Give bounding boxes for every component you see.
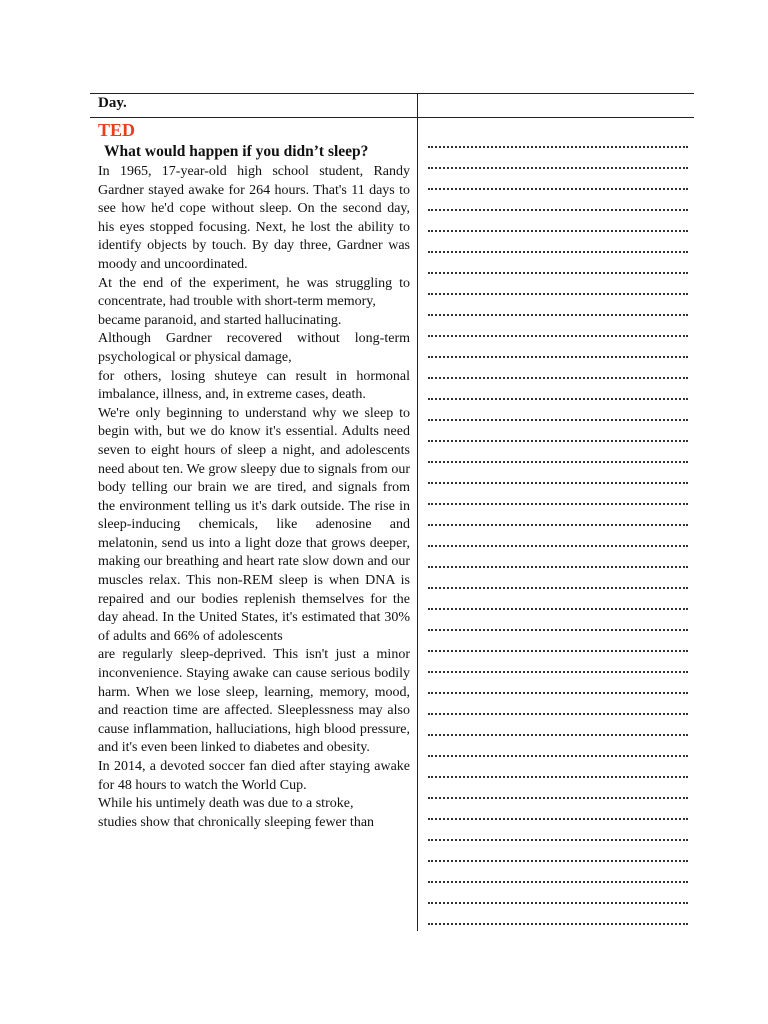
note-line: [428, 650, 688, 652]
note-line: [428, 797, 688, 799]
note-line: [428, 566, 688, 568]
note-line: [428, 524, 688, 526]
note-line: [428, 608, 688, 610]
article-paragraph: for others, losing shuteye can result in hormonal imbalance, illness, and, in extreme cases, death.: [98, 368, 410, 403]
note-line: [428, 923, 688, 925]
note-line: [428, 755, 688, 757]
article-paragraph: became paranoid, and started hallucinating.: [98, 312, 342, 328]
note-line: [428, 839, 688, 841]
note-line: [428, 419, 688, 421]
article-column: [98, 119, 410, 832]
note-line: [428, 482, 688, 484]
note-line: [428, 356, 688, 358]
article-paragraph: While his untimely death was due to a stroke,: [98, 796, 354, 812]
note-line: [428, 272, 688, 274]
article-paragraph: are regularly sleep-deprived. This isn't just a minor inconvenience. Staying awake can cause serious bodily harm. When we lose sleep, learning, memory, mood, and reaction time are affected. Sleeplessness may also cause inflammation, halluciations, high blood pressure, and it's even been linked to diabetes and obesity.: [98, 647, 410, 756]
note-line: [428, 293, 688, 295]
note-line: [428, 167, 688, 169]
note-line: [428, 902, 688, 904]
day-label: Day.: [98, 95, 127, 111]
note-line: [428, 314, 688, 316]
table-header-border: [90, 117, 694, 118]
note-line: [428, 629, 688, 631]
column-divider: [417, 93, 418, 931]
note-line: [428, 188, 688, 190]
note-line: [428, 776, 688, 778]
note-line: [428, 587, 688, 589]
article-paragraph: At the end of the experiment, he was struggling to concentrate, had trouble with short-term memory,: [98, 275, 410, 310]
notes-column: [428, 146, 690, 944]
note-line: [428, 209, 688, 211]
note-line: [428, 503, 688, 505]
note-line: [428, 398, 688, 400]
article-paragraph: studies show that chronically sleeping fewer than: [98, 814, 375, 830]
worksheet-table: [90, 93, 694, 931]
note-line: [428, 881, 688, 883]
note-line: [428, 545, 688, 547]
note-line: [428, 860, 688, 862]
article-paragraph: In 1965, 17-year-old high school student, Randy Gardner stayed awake for 264 hours. That's 11 days to see how he'd cope without sleep. On the second day, his eyes stopped focusing. Next, he lost the ability to identify objects by touch. By day three, Gardner was moody and uncoordinated.: [98, 164, 410, 272]
note-line: [428, 818, 688, 820]
note-line: [428, 146, 688, 148]
source-label: TED: [98, 120, 136, 140]
article-paragraph: In 2014, a devoted soccer fan died after staying awake for 48 hours to watch the World Cup.: [98, 759, 410, 793]
table-top-border: [90, 93, 694, 94]
note-line: [428, 461, 688, 463]
article-paragraph: We're only beginning to understand why we sleep to begin with, but we do know it's essential. Adults need seven to eight hours of sleep a night, and adolescents need about ten. We grow sleepy due to signals from our body telling our brain we are tired, and signals from the environment telling us it's dark outside. The rise in sleep-inducing chemicals, like adenosine and melatonin, send us into a light doze that grows deeper, making our breathing and heart rate slow down and our muscles relax. This non-REM sleep is when DNA is repaired and our bodies replenish themselves for the day ahead. In the United States, it's estimated that 30% of adults and 66% of adolescents: [98, 405, 410, 644]
note-line: [428, 692, 688, 694]
article-title: What would happen if you didn’t sleep?: [104, 143, 369, 160]
article-paragraph: Although Gardner recovered without long-term psychological or physical damage,: [98, 331, 410, 365]
note-line: [428, 734, 688, 736]
note-line: [428, 440, 688, 442]
note-line: [428, 713, 688, 715]
note-line: [428, 335, 688, 337]
note-line: [428, 230, 688, 232]
note-line: [428, 671, 688, 673]
note-line: [428, 251, 688, 253]
note-line: [428, 377, 688, 379]
